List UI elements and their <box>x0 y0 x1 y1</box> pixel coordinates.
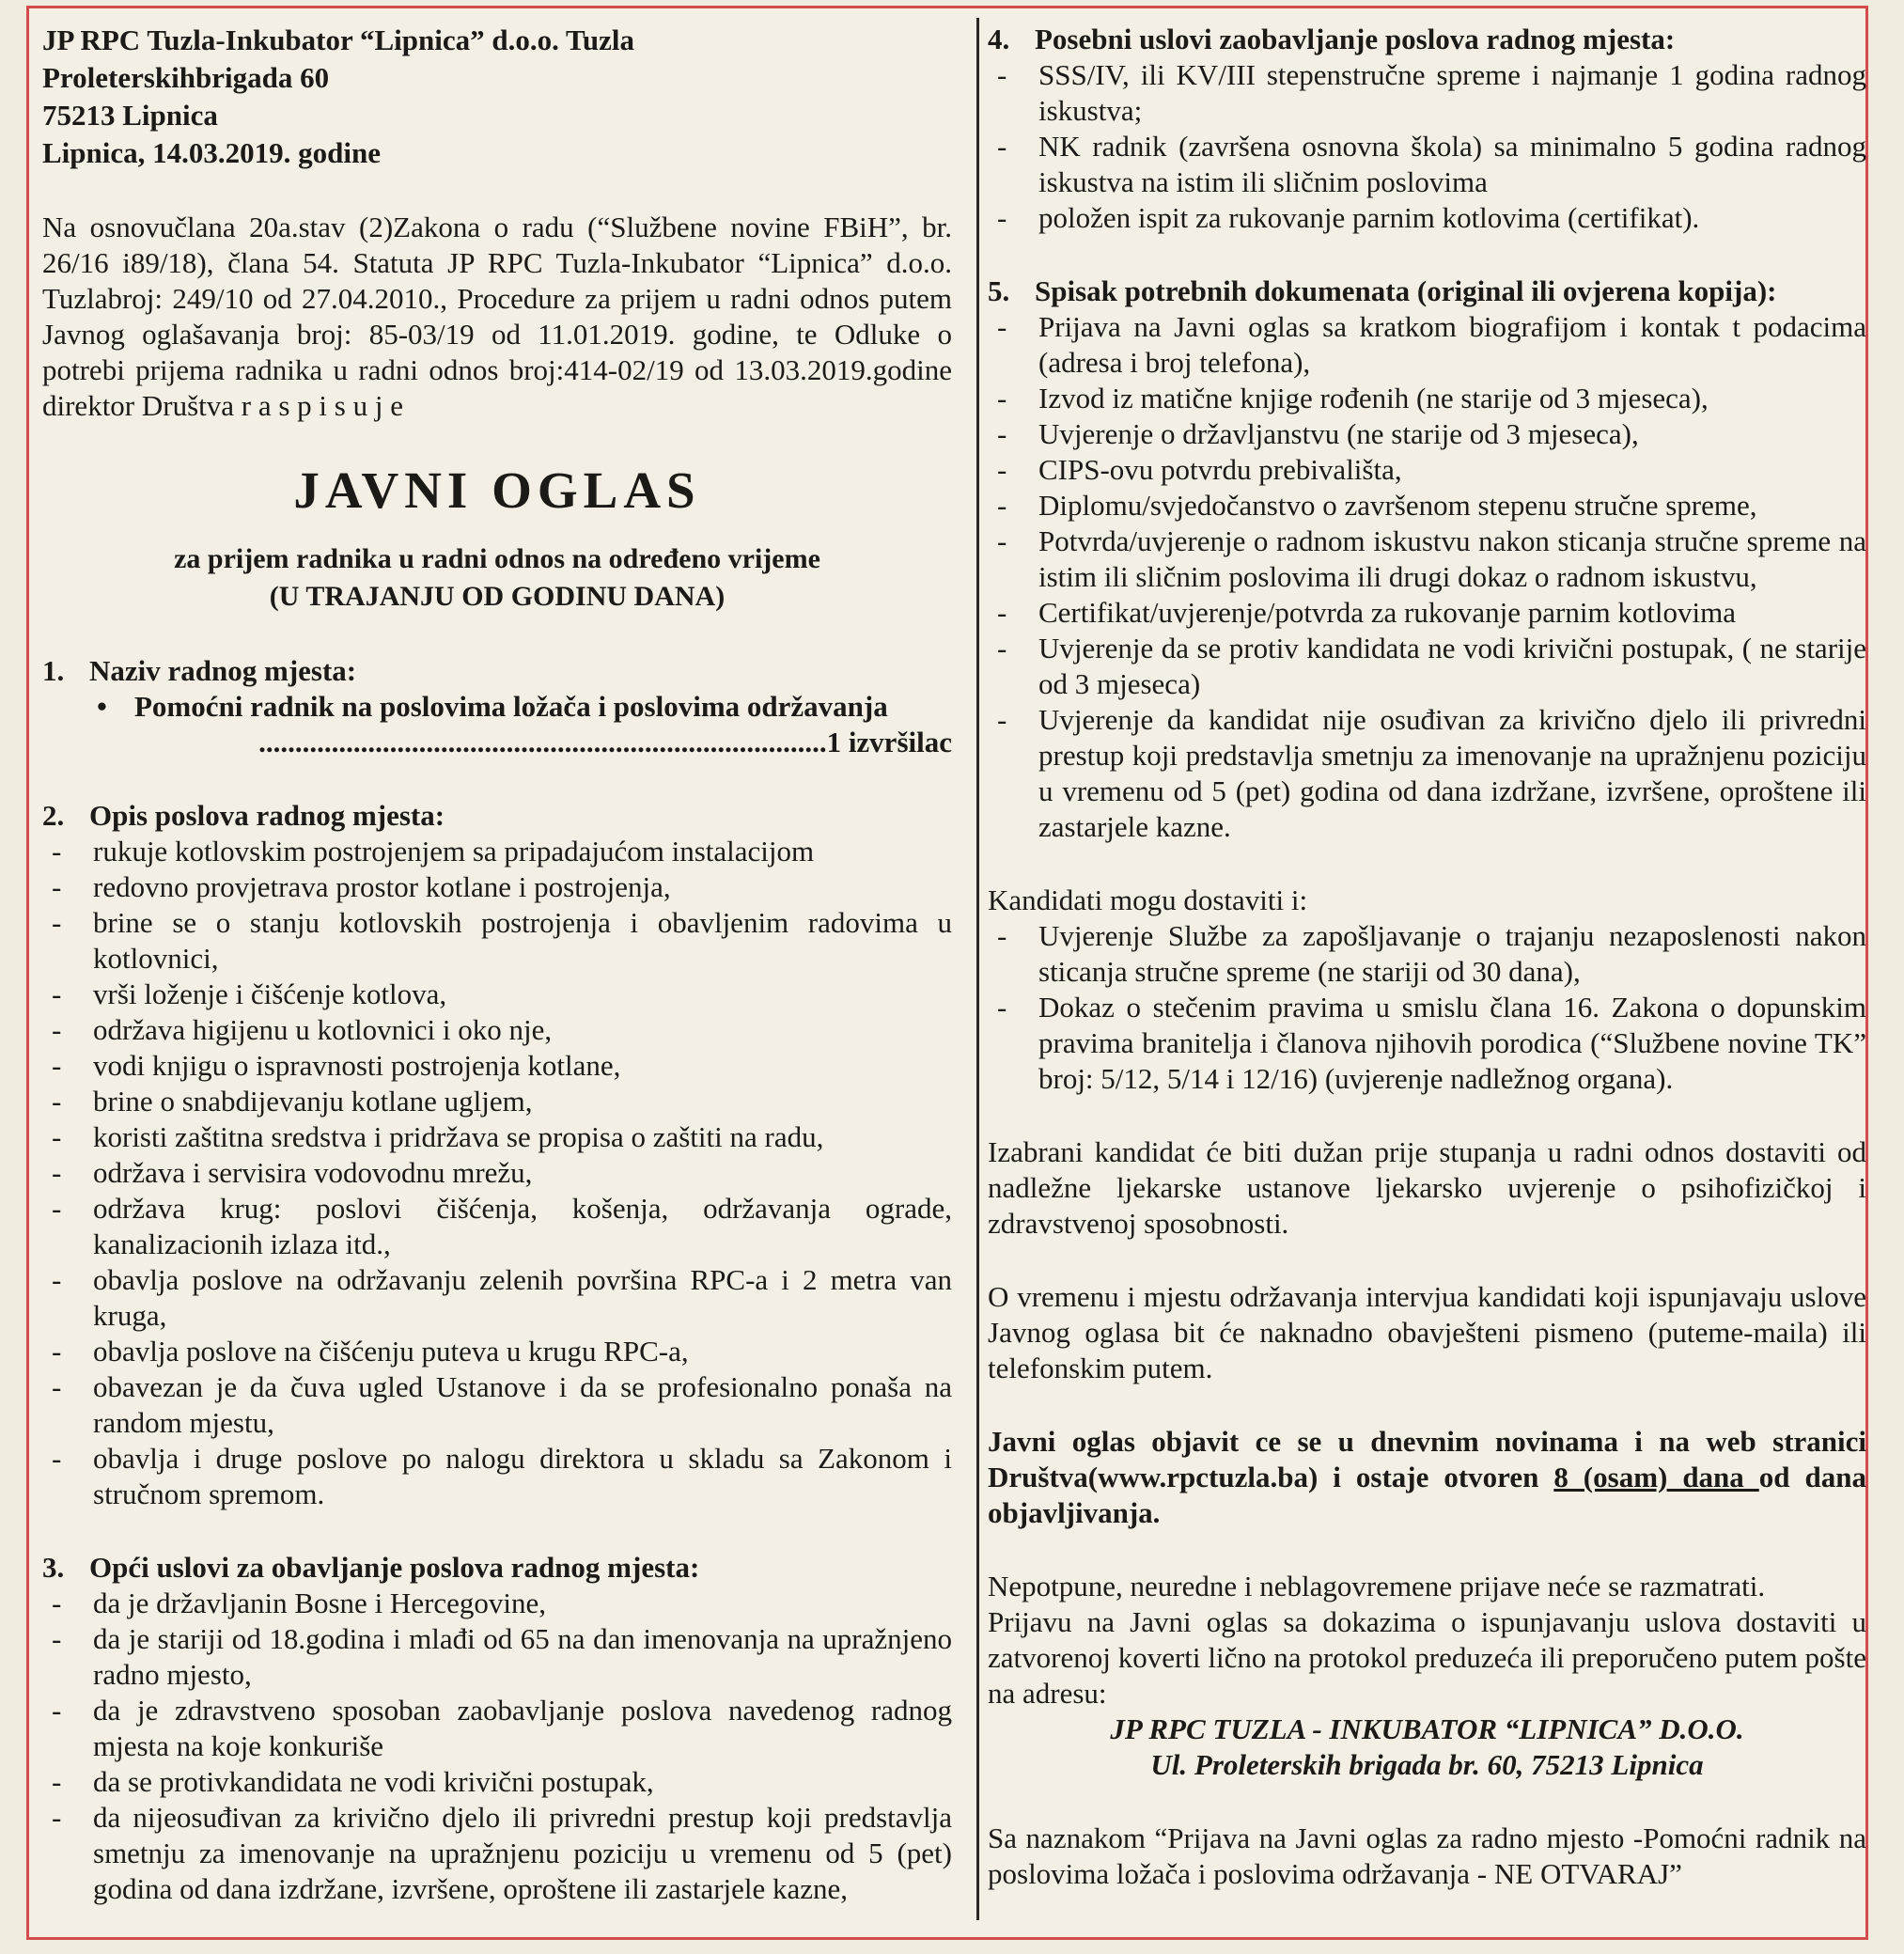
page-title: JAVNI OGLAS <box>293 461 701 519</box>
position-name: • Pomoćni radnik na poslovima ložača i poslovima održavanja <box>97 690 888 723</box>
position-count: ..............................................................................1 izvršilac <box>258 726 952 758</box>
required-documents-list <box>988 309 1866 845</box>
list-item: - održava krug: poslovi čišćenja, košenja, održavanja ograde, kanalizacionih izlaza itd., <box>42 1191 952 1262</box>
list-item: - da je državljanin Bosne i Hercegovine, <box>42 1586 952 1621</box>
left-column <box>42 22 952 1907</box>
subtitle-line2: (U TRAJANJU OD GODINU DANA) <box>269 581 726 612</box>
optional-documents-list <box>988 918 1866 1097</box>
notice-date: Lipnica, 14.03.2019. godine <box>42 136 381 169</box>
list-item: - obavlja i druge poslove po nalogu direktora u skladu sa Zakonom i stručnom spremom. <box>42 1441 952 1512</box>
right-column <box>988 22 1866 1892</box>
list-item: - rukuje kotlovskim postrojenjem sa pripadajućom instalacijom <box>42 834 952 869</box>
general-conditions-list <box>42 1586 952 1907</box>
open-period: 8 (osam) dana <box>1553 1461 1759 1493</box>
medical-certificate-note: Izabrani kandidat će biti dužan prije stupanja u radni odnos dostaviti od nadležne ljekarske ustanove ljekarsko uvjerenje o psihofizičkoj i zdravstvenoj sposobnosti. <box>988 1135 1866 1240</box>
list-item: - obavlja poslove na čišćenju puteva u krugu RPC-a, <box>42 1334 952 1369</box>
special-conditions-list <box>988 57 1866 236</box>
list-item: - Uvjerenje da kandidat nije osuđivan za krivično djelo ili privredni prestup koji predstavlja smetnju za imenovanje na upražnjenu poziciju u vremenu od 5 (pet) godina od dana izdržane, izvršene, oproštene ili zastarjele kazne. <box>988 702 1866 845</box>
section-3-heading: 3. Opći uslovi za obavljanje poslova radnog mjesta: <box>42 1551 700 1584</box>
list-item: - održava i servisira vodovodnu mrežu, <box>42 1155 952 1191</box>
list-item: - vodi knjigu o ispravnosti postrojenja kotlane, <box>42 1048 952 1084</box>
list-item: - održava higijenu u kotlovnici i oko nje, <box>42 1012 952 1048</box>
list-item: - Potvrda/uvjerenje o radnom iskustvu nakon sticanja stručne spreme na istim ili sličnim poslovima ili drugi dokaz o radnom iskustvu, <box>988 524 1866 595</box>
list-item: - CIPS-ovu potvrdu prebivališta, <box>988 452 1866 488</box>
list-item: - Uvjerenje Službe za zapošljavanje o trajanju nezaposlenosti nakon sticanja stručne spreme (ne stariji od 30 dana), <box>988 918 1866 990</box>
optional-docs-heading: Kandidati mogu dostaviti i: <box>988 883 1308 916</box>
legal-intro: Na osnovučlana 20a.stav (2)Zakona o radu (“Službene novine FBiH”, br. 26/16 i89/18), člana 54. Statuta JP RPC Tuzla-Inkubator “Lipnica” d.o.o. Tuzlabroj: 249/10 od 27.04.2010., Procedure za prijem u radni odnos putem Javnog oglašavanja broj: 85-03/19 od 11.01.2019. godine, te Odluke o potrebi prijema radnika u radni odnos broj:414-02/19 od 13.03.2019.godine direktor Društva r a s p i s u j e <box>42 211 952 422</box>
list-item: - vrši loženje i čišćenje kotlova, <box>42 977 952 1012</box>
address-line-2: Ul. Proleterskih brigada br. 60, 75213 Lipnica <box>1150 1748 1704 1781</box>
list-item: - da se protivkandidata ne vodi krivični postupak, <box>42 1764 952 1800</box>
list-item: - Certifikat/uvjerenje/potvrda za rukovanje parnim kotlovima <box>988 595 1866 631</box>
list-item: - obavezan je da čuva ugled Ustanove i da se profesionalno ponaša na random mjestu, <box>42 1369 952 1441</box>
list-item: - Uvjerenje da se protiv kandidata ne vodi krivični postupak, ( ne starije od 3 mjeseca) <box>988 631 1866 702</box>
list-item: - brine se o stanju kotlovskih postrojenja i obavljenim radovima u kotlovnici, <box>42 905 952 977</box>
subtitle-line1: za prijem radnika u radni odnos na određeno vrijeme <box>174 543 820 574</box>
list-item: - SSS/IV, ili KV/III stepenstručne spreme i najmanje 1 godina radnog iskustva; <box>988 57 1866 129</box>
incomplete-applications-note: Nepotpune, neuredne i neblagovremene prijave neće se razmatrati. <box>988 1570 1766 1602</box>
list-item: - Izvod iz matične knjige rođenih (ne starije od 3 mjeseca), <box>988 381 1866 416</box>
job-duties-list <box>42 834 952 1512</box>
section-5-heading: 5. Spisak potrebnih dokumenata (original ili ovjerena kopija): <box>988 274 1777 307</box>
list-item: - da je zdravstveno sposoban zaobavljanje poslova navedenog radnog mjesta na koje konkuriše <box>42 1693 952 1764</box>
org-city: 75213 Lipnica <box>42 99 218 132</box>
submission-instructions: Prijavu na Javni oglas sa dokazima o ispunjavanju uslova dostaviti u zatvorenoj koverti lično na protokol preduzeća ili preporučeno putem pošte na adresu: <box>988 1605 1866 1710</box>
list-item: - da je stariji od 18.godina i mlađi od 65 na dan imenovanja na upražnjeno radno mjesto, <box>42 1621 952 1693</box>
bullet-icon: • <box>97 690 107 723</box>
list-item: - Uvjerenje o državljanstvu (ne starije od 3 mjeseca), <box>988 416 1866 452</box>
envelope-mark-note: Sa naznakom “Prijava na Javni oglas za radno mjesto -Pomoćni radnik na poslovima ložača i poslovima održavanja - NE OTVARAJ” <box>988 1821 1866 1890</box>
list-item: - koristi zaštitna sredstva i pridržava se propisa o zaštiti na radu, <box>42 1119 952 1155</box>
list-item: - da nijeosuđivan za krivično djelo ili privredni prestup koji predstavlja smetnju za imenovanje na upražnjenu poziciju u vremenu od 5 (pet) godina od dana izdržane, izvršene, oproštene ili zastarjele kazne, <box>42 1800 952 1907</box>
list-item: - redovno provjetrava prostor kotlane i postrojenja, <box>42 869 952 905</box>
list-item: - Prijava na Javni oglas sa kratkom biografijom i kontak t podacima (adresa i broj telefona), <box>988 309 1866 381</box>
column-divider <box>976 18 979 1920</box>
org-name: JP RPC Tuzla-Inkubator “Lipnica” d.o.o. Tuzla <box>42 23 634 56</box>
interview-note: O vremenu i mjestu održavanja intervjua kandidati koji ispunjavaju uslove Javnog oglasa bit će naknadno obavješteni pismeno (puteme-maila) ili telefonskim putem. <box>988 1280 1866 1384</box>
section-4-heading: 4. Posebni uslovi zaobavljanje poslova radnog mjesta: <box>988 23 1676 55</box>
publication-note: Javni oglas objavit ce se u dnevnim novinama i na web stranici Društva(www.rpctuzla.ba) i ostaje otvoren 8 (osam) dana od dana objavljivanja. <box>988 1425 1866 1529</box>
list-item: - Diplomu/svjedočanstvo o završenom stepenu stručne spreme, <box>988 488 1866 524</box>
list-item: - Dokaz o stečenim pravima u smislu člana 16. Zakona o dopunskim pravima branitelja i članova njihovih porodica (“Službene novine TK” broj: 5/12, 5/14 i 12/16) (uvjerenje nadležnog organa). <box>988 990 1866 1097</box>
newspaper-clipping <box>26 6 1868 1940</box>
list-item: - NK radnik (završena osnovna škola) sa minimalno 5 godina radnog iskustva na istim ili sličnim poslovima <box>988 129 1866 200</box>
list-item: - obavlja poslove na održavanju zelenih površina RPC-a i 2 metra van kruga, <box>42 1262 952 1334</box>
list-item: - brine o snabdijevanju kotlane ugljem, <box>42 1084 952 1119</box>
address-line-1: JP RPC TUZLA - INKUBATOR “LIPNICA” D.O.O. <box>1110 1712 1744 1745</box>
list-item: - položen ispit za rukovanje parnim kotlovima (certifikat). <box>988 200 1866 236</box>
section-1-heading: 1. Naziv radnog mjesta: <box>42 654 357 687</box>
org-street: Proleterskihbrigada 60 <box>42 61 330 94</box>
section-2-heading: 2. Opis poslova radnog mjesta: <box>42 799 445 832</box>
